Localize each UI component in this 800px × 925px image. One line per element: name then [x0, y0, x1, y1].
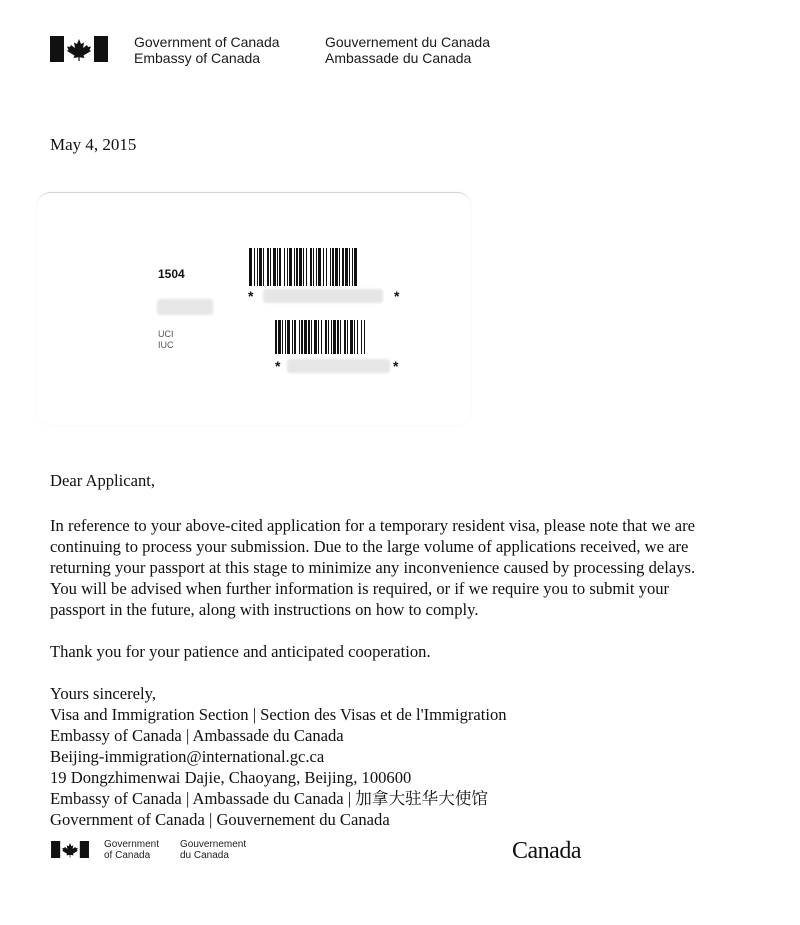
- closing: Yours sincerely,: [50, 684, 157, 703]
- barcode-bar: [357, 248, 359, 286]
- footer-fr-line1: Gouvernement: [180, 839, 247, 850]
- body-line: In reference to your above-cited application for a temporary resident visa, please note that we are: [50, 516, 696, 535]
- signature-government: Government of Canada | Gouvernement du Canada: [50, 810, 390, 829]
- letter-date: May 4, 2015: [50, 135, 137, 154]
- body-paragraph: [50, 515, 695, 620]
- signature-embassy: Embassy of Canada | Ambassade du Canada: [50, 726, 344, 745]
- redacted-uci-number: [287, 359, 390, 373]
- signature-block: [50, 683, 507, 830]
- redacted-barcode-text: [263, 289, 383, 303]
- redacted-file-number: [157, 299, 213, 315]
- signature-embassy-trilingual: Embassy of Canada | Ambassade du Canada | 加拿大驻华大使馆: [50, 789, 489, 808]
- barcode-start-star: *: [248, 288, 254, 304]
- signature-address: 19 Dongzhimenwai Dajie, Chaoyang, Beijing, 100600: [50, 768, 412, 787]
- file-number-barcode: [249, 248, 405, 286]
- greeting: Dear Applicant,: [50, 471, 156, 490]
- file-number: 1504: [158, 267, 185, 281]
- header-fr-line2: Ambassade du Canada: [325, 50, 472, 66]
- header-fr-line1: Gouvernement du Canada: [325, 34, 490, 50]
- header-en-line2: Embassy of Canada: [134, 50, 261, 66]
- body-line: passport in the future, along with instructions on how to comply.: [50, 600, 479, 619]
- header-en-line1: Government of Canada: [134, 34, 280, 50]
- footer-government-fr: [180, 839, 246, 861]
- uci-barcode-start-star: *: [275, 358, 281, 374]
- body-line: continuing to process your submission. Due to the large volume of applications received, we are: [50, 537, 689, 556]
- uci-label-fr: IUC: [158, 340, 174, 350]
- footer-en-line2: of Canada: [104, 850, 151, 861]
- uci-label: [158, 329, 174, 351]
- header-government-fr: [325, 34, 490, 66]
- footer-government-en: [104, 839, 159, 861]
- uci-label-en: UCI: [158, 329, 174, 339]
- thanks-paragraph: Thank you for your patience and anticipated cooperation.: [50, 642, 431, 661]
- header-government-en: [134, 34, 280, 66]
- body-line: returning your passport at this stage to minimize any inconvenience caused by processing delays.: [50, 558, 696, 577]
- application-label-card: [37, 192, 471, 425]
- footer-en-line1: Government: [104, 839, 160, 850]
- footer-canada-flag-icon: [50, 841, 90, 858]
- signature-email: Beijing-immigration@international.gc.ca: [50, 747, 325, 766]
- uci-barcode-end-star: *: [393, 358, 399, 374]
- body-line: You will be advised when further information is required, or if we require you to submit your: [50, 579, 670, 598]
- footer-fr-line2: du Canada: [180, 850, 229, 861]
- signature-section: Visa and Immigration Section | Section des Visas et de l'Immigration: [50, 705, 507, 724]
- canada-flag-icon: [50, 36, 108, 62]
- uci-barcode: [275, 320, 402, 354]
- canada-wordmark-logo: Canada: [512, 838, 581, 864]
- barcode-end-star: *: [394, 288, 400, 304]
- barcode-bar: [365, 320, 366, 354]
